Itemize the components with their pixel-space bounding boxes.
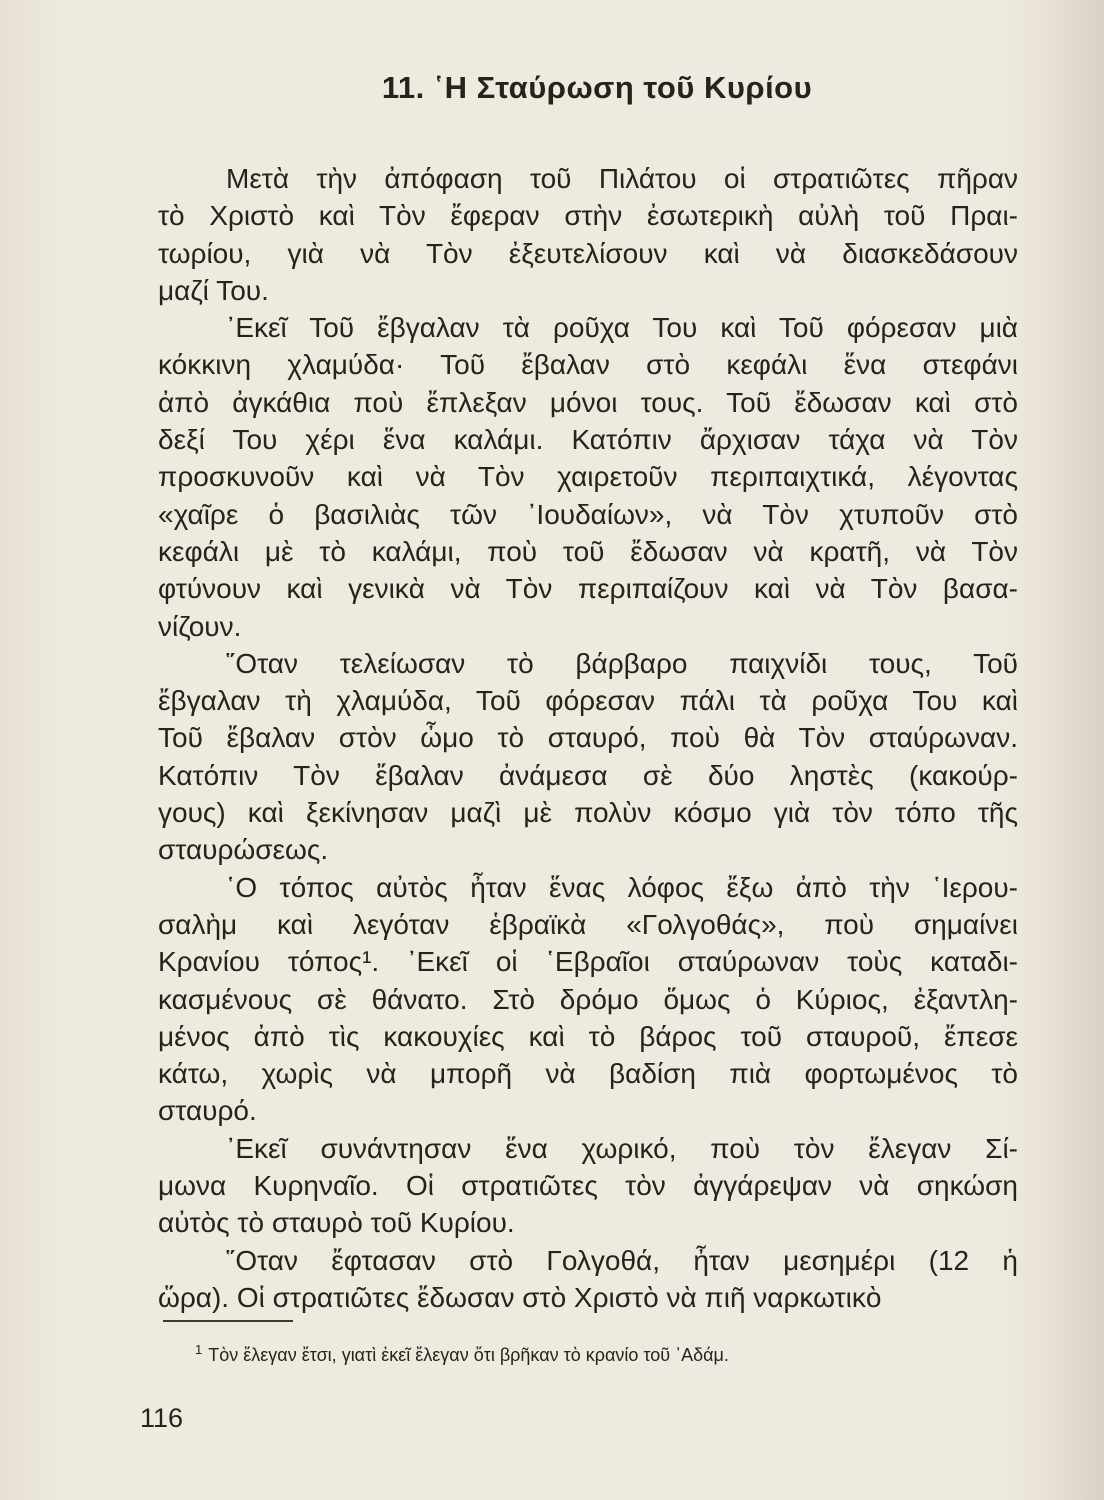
page-number: 116 [140,1403,184,1433]
text-line: κόκκινη χλαμύδα· Τοῦ ἔβαλαν στὸ κεφάλι ἕνα στεφάνι [158,349,1018,381]
text-line: αὐτὸς τὸ σταυρὸ τοῦ Κυρίου. [158,1207,515,1239]
text-line: ἀπὸ ἀγκάθια ποὺ ἔπλεξαν μόνοι τους. Τοῦ ἔδωσαν καὶ στὸ [158,386,1018,418]
text-line: ῾Ο τόπος αὐτὸς ἦταν ἕνας λόφος ἔξω ἀπὸ τὴν ῾Ιερου- [226,871,1018,903]
text-line: προσκυνοῦν καὶ νὰ Τὸν χαιρετοῦν περιπαιχτικά, λέγοντας [158,461,1018,493]
text-line: Κρανίου τόπος¹. ᾿Εκεῖ οἱ ῾Εβραῖοι σταύρωναν τοὺς καταδι- [158,946,1018,978]
page-edge-shadow [1034,0,1104,1500]
paragraph [158,309,1018,645]
footnote-divider [163,1320,293,1322]
text-line: μωνα Κυρηναῖο. Οἱ στρατιῶτες τὸν ἀγγάρεψαν νὰ σηκώση [158,1170,1018,1202]
paragraph [158,1130,1018,1242]
paragraph [158,645,1018,869]
text-line: γους) καὶ ξεκίνησαν μαζὶ μὲ πολὺν κόσμο γιὰ τὸν τόπο τῆς [158,797,1018,829]
chapter-title: 11. ῾Η Σταύρωση τοῦ Κυρίου [381,70,813,105]
text-line: ῞Οταν τελείωσαν τὸ βάρβαρο παιχνίδι τους, Τοῦ [226,647,1018,679]
text-line: «χαῖρε ὁ βασιλιὰς τῶν ᾿Ιουδαίων», νὰ Τὸν χτυποῦν στὸ [158,498,1018,530]
text-line: ᾿Εκεῖ Τοῦ ἔβγαλαν τὰ ροῦχα Του καὶ Τοῦ φόρεσαν μιὰ [226,312,1018,344]
footnote [195,1342,729,1366]
text-line: μαζί Του. [158,274,269,306]
paragraph [158,869,1018,1130]
text-line: Τοῦ ἔβαλαν στὸν ὦμο τὸ σταυρό, ποὺ θὰ Τὸν σταύρωναν. [158,722,1018,754]
text-line: τωρίου, γιὰ νὰ Τὸν ἐξευτελίσουν καὶ νὰ διασκεδάσουν [158,237,1018,269]
text-line: ἔβγαλαν τὴ χλαμύδα, Τοῦ φόρεσαν πάλι τὰ ροῦχα Του καὶ [158,685,1018,717]
body-text [158,160,1018,1316]
text-line: ὥρα). Οἱ στρατιῶτες ἔδωσαν στὸ Χριστὸ νὰ πιῆ ναρκωτικὸ [158,1281,882,1313]
text-line: Κατόπιν Τὸν ἔβαλαν ἀνάμεσα σὲ δύο ληστὲς (κακούρ- [158,759,1018,791]
text-line: σταυρώσεως. [158,834,329,866]
text-line: κάτω, χωρὶς νὰ μπορῆ νὰ βαδίση πιὰ φορτωμένος τὸ [158,1058,1018,1090]
text-line: κασμένους σὲ θάνατο. Στὸ δρόμο ὅμως ὁ Κύριος, ἐξαντλη- [158,983,1018,1015]
text-line: δεξί Του χέρι ἕνα καλάμι. Κατόπιν ἄρχισαν τάχα νὰ Τὸν [158,424,1018,456]
text-line: ῞Οταν ἔφτασαν στὸ Γολγοθά, ἦταν μεσημέρι (12 ἡ [226,1244,1018,1276]
text-line: μένος ἀπὸ τὶς κακουχίες καὶ τὸ βάρος τοῦ σταυροῦ, ἔπεσε [158,1020,1018,1052]
paragraph [158,1242,1018,1317]
text-line: νίζουν. [158,610,242,642]
text-line: κεφάλι μὲ τὸ καλάμι, ποὺ τοῦ ἔδωσαν νὰ κρατῆ, νὰ Τὸν [158,535,1018,567]
footnote-marker: 1 [195,1342,203,1357]
text-line: σταυρό. [158,1095,257,1127]
text-line: Μετὰ τὴν ἀπόφαση τοῦ Πιλάτου οἱ στρατιῶτες πῆραν [226,163,1018,194]
text-line: ᾿Εκεῖ συνάντησαν ἕνα χωρικό, ποὺ τὸν ἔλεγαν Σί- [226,1132,1018,1164]
paragraph [158,160,1018,309]
text-line: τὸ Χριστὸ καὶ Τὸν ἔφεραν στὴν ἐσωτερικὴ αὐλὴ τοῦ Πραι- [158,200,1018,232]
text-line: σαλὴμ καὶ λεγόταν ἑβραϊκὰ «Γολγοθάς», ποὺ σημαίνει [158,908,1018,940]
footnote-text: Τὸν ἔλεγαν ἔτσι, γιατὶ ἐκεῖ ἔλεγαν ὅτι βρῆκαν τὸ κρανίο τοῦ ᾿Αδάμ. [208,1345,729,1365]
text-line: φτύνουν καὶ γενικὰ νὰ Τὸν περιπαίζουν καὶ νὰ Τὸν βασα- [158,573,1018,605]
